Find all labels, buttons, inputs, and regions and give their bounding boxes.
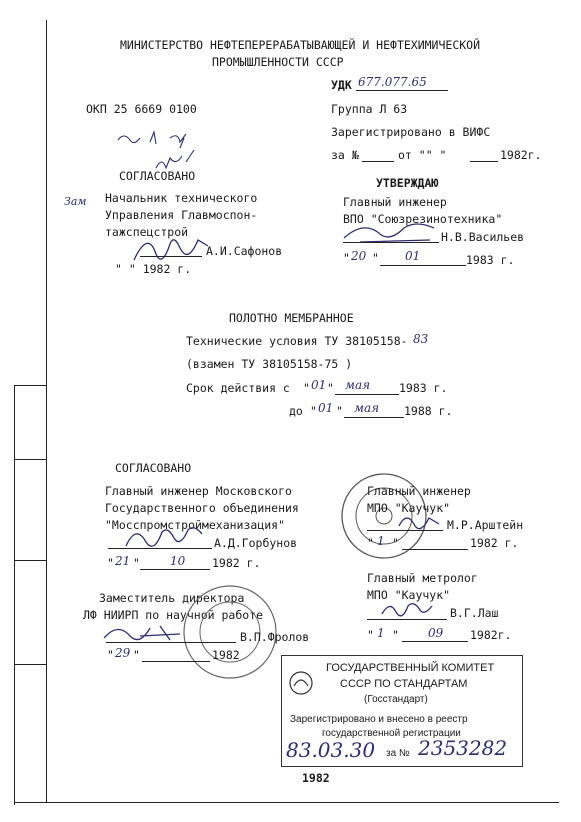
udk-underline [356, 90, 448, 91]
quote: " [133, 648, 140, 662]
date-underline [402, 549, 468, 550]
emblem-icon [288, 670, 314, 696]
approved-title: УТВЕРЖДАЮ [376, 176, 439, 190]
stamp-line1: ГОСУДАРСТВЕННЫЙ КОМИТЕТ [326, 662, 495, 674]
stamp-line2: СССР ПО СТАНДАРТАМ [340, 678, 468, 690]
valid-to-day: 01 [318, 401, 334, 415]
agreed-top-line2: Управления Главмоспон- [105, 208, 258, 222]
deputy-line2: ЛФ НИИРП по научной работе [83, 608, 264, 622]
signature-line [367, 530, 443, 531]
agreed-moscow-month: 10 [170, 554, 186, 568]
approved-line2: ВПО "Союзрезинотехника" [343, 212, 503, 226]
reg-year: 1982г. [500, 148, 542, 162]
quote: " [133, 556, 140, 570]
agreed-moscow-line2: Государственного объединения [105, 501, 299, 515]
binding-line [14, 385, 15, 805]
ministry-line1: МИНИСТЕРСТВО НЕФТЕПЕРЕРАБАТЫВАЮЩЕЙ И НЕФТЕХИМИЧЕСКОЙ [120, 38, 481, 52]
valid-from-month: мая [345, 378, 371, 392]
stamp-reg-no: 2353282 [418, 736, 508, 760]
kauchuk-metrolog-line2: МПО "Каучук" [367, 588, 451, 602]
quote: " [310, 404, 317, 418]
quote: " [303, 381, 310, 395]
agreed-top-line1: Начальник технического [105, 191, 258, 205]
agreed-moscow-line3: "Мосспромстроймеханизация" [105, 518, 286, 532]
reg-date-blank [470, 161, 498, 162]
binding-tick [14, 385, 46, 386]
deputy-year: 1982 [212, 648, 240, 662]
quote: " [367, 536, 374, 550]
reg-no-prefix: за № [331, 148, 359, 162]
signature-line [343, 242, 439, 243]
spec-prefix: Технические условия ТУ 38105158- [186, 334, 408, 348]
signature [378, 598, 438, 620]
stamp-line5: государственной регистрации [322, 728, 461, 739]
stamp-line4: Зарегистрировано и внесено в реестр [290, 714, 468, 725]
kauchuk-metrolog-day: 1 [377, 626, 385, 640]
agreed-moscow-year: 1982 г. [212, 556, 261, 570]
kauchuk-engineer-line2: МПО "Каучук" [367, 501, 451, 515]
valid-from-day: 01 [311, 378, 327, 392]
margin-line [46, 20, 47, 802]
kauchuk-engineer-signer: М.Р.Арштейн [447, 518, 524, 532]
quote: " [107, 648, 114, 662]
kauchuk-metrolog-month: 09 [428, 626, 444, 640]
bottom-rule [14, 802, 559, 803]
agreed-moscow-title: СОГЛАСОВАНО [115, 461, 192, 475]
date-underline [402, 641, 468, 642]
document-title: ПОЛОТНО МЕМБРАННОЕ [229, 311, 354, 325]
date-underline [344, 417, 404, 418]
reg-from: от "" " [398, 148, 447, 162]
okp-code: ОКП 25 6669 0100 [86, 102, 197, 116]
valid-from-label: Срок действия с [186, 381, 290, 395]
binding-tick [14, 459, 46, 460]
footer-year: 1982 [302, 771, 330, 785]
quote: " [336, 404, 343, 418]
kauchuk-metrolog-signer: В.Г.Лаш [450, 606, 499, 620]
registered-label: Зарегистрировано в ВИФС [331, 125, 491, 139]
quote: " [327, 381, 334, 395]
kauchuk-metrolog-line1: Главный метролог [367, 571, 478, 585]
agreed-top-signer: А.И.Сафонов [206, 244, 283, 258]
approved-date-open: " [343, 251, 350, 265]
approved-line1: Главный инженер [343, 195, 447, 209]
binding-tick [14, 560, 46, 561]
valid-to-month: мая [354, 401, 380, 415]
kauchuk-engineer-day: 1 [377, 534, 385, 548]
signature-line [108, 548, 212, 549]
approved-signer: Н.В.Васильев [441, 230, 525, 244]
approved-date-close: " [372, 251, 379, 265]
deputy-day: 29 [115, 646, 131, 660]
reg-no-blank [362, 161, 394, 162]
kauchuk-engineer-year: 1982 г. [470, 536, 519, 550]
signature-line [140, 256, 202, 257]
signature-line [106, 642, 236, 643]
binding-tick [14, 664, 46, 665]
date-underline [140, 569, 210, 570]
stamp-reg-no-label: за № [386, 748, 410, 759]
date-underline [142, 661, 210, 662]
udk-value: 677.077.65 [358, 75, 427, 89]
spec-suffix: 83 [413, 332, 429, 346]
quote: " [392, 536, 399, 550]
stamp-reg-date: 83.03.30 [286, 738, 376, 762]
date-underline [335, 394, 399, 395]
agreed-top-line3: тажспецстрой [105, 225, 189, 239]
agreed-top-title: СОГЛАСОВАНО [119, 169, 196, 183]
approved-date-month: 01 [405, 249, 421, 263]
registration-stamp [281, 655, 523, 767]
signature [340, 218, 450, 248]
quote: " [367, 628, 374, 642]
replaces-spec: (взамен ТУ 38105158-75 ) [186, 357, 353, 371]
signature-line [367, 619, 447, 620]
ministry-line2: ПРОМЫШЛЕННОСТИ СССР [212, 55, 344, 69]
kauchuk-engineer-line1: Главный инженер [367, 484, 471, 498]
stamp-line3: (Госстандарт) [364, 694, 428, 705]
agreed-moscow-day: 21 [115, 554, 131, 568]
quote: " [392, 628, 399, 642]
valid-to-label: до [289, 404, 303, 418]
udk-label: УДК [331, 78, 352, 92]
group-code: Группа Л 63 [331, 102, 408, 116]
deputy-signer: В.П.Фролов [240, 630, 310, 644]
valid-from-year: 1983 г. [399, 381, 448, 395]
kauchuk-metrolog-year: 1982г. [470, 628, 512, 642]
signature [120, 524, 220, 554]
signature [395, 508, 445, 532]
deputy-line1: Заместитель директора [99, 591, 245, 605]
approved-date-day: 20 [351, 249, 367, 263]
handwritten-margin: Зам [64, 195, 87, 208]
agreed-top-date: " " 1982 г. [115, 262, 192, 276]
valid-to-year: 1988 г. [404, 404, 453, 418]
agreed-moscow-line1: Главный инженер Московского [105, 484, 292, 498]
approved-date-year: 1983 г. [466, 253, 515, 267]
date-underline [380, 265, 466, 266]
quote: " [107, 556, 114, 570]
agreed-moscow-signer: А.Д.Горбунов [214, 536, 298, 550]
